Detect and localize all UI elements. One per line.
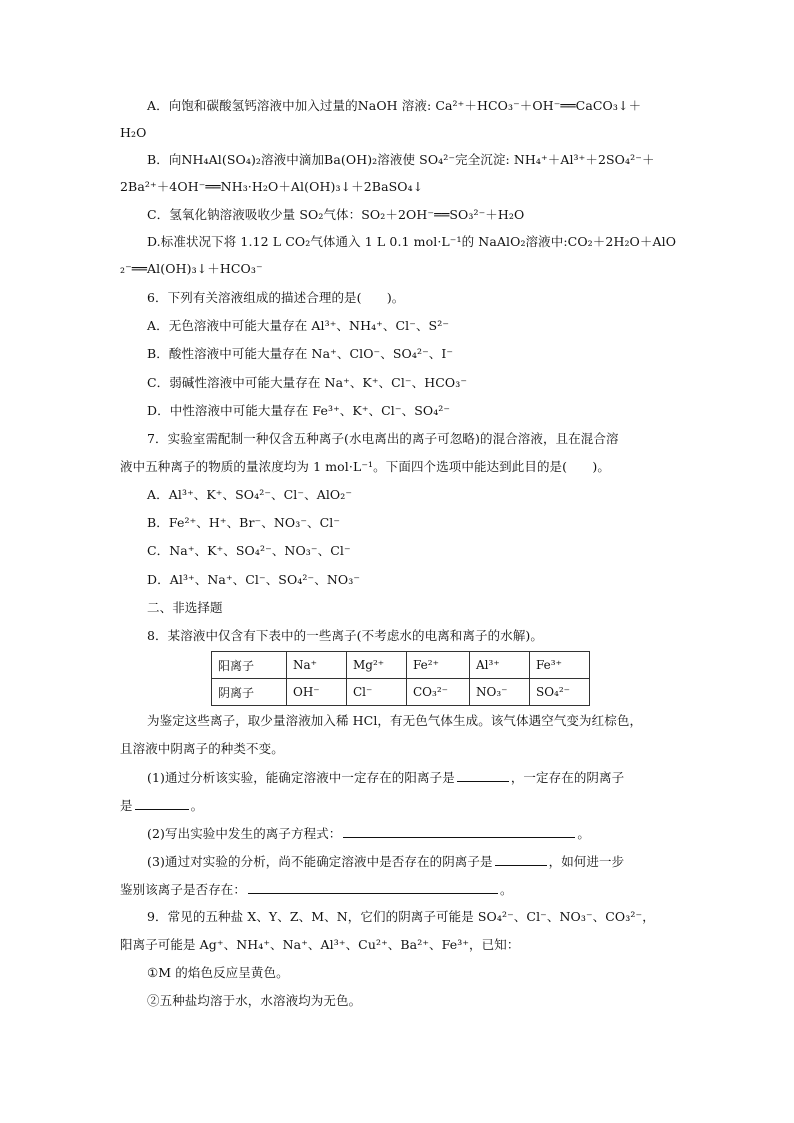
q5-option-d-line2: ₂⁻══Al(OH)₃↓＋HCO₃⁻	[120, 261, 263, 276]
q6-option-a: A．无色溶液中可能大量存在 Al³⁺、NH₄⁺、Cl⁻、S²⁻	[147, 318, 450, 333]
cation-header: 阳离子	[212, 652, 287, 679]
q9-stem-line1: 9．常见的五种盐 X、Y、Z、M、N，它们的阴离子可能是 SO₄²⁻、Cl⁻、NO₃⁻、CO₃²⁻，	[147, 909, 655, 924]
anion-cell: SO₄²⁻	[530, 679, 590, 706]
cation-row	[212, 652, 590, 679]
q8-part1-text: 是	[120, 798, 133, 813]
q8-text-line1: 为鉴定这些离子，取少量溶液加入稀 HCl，有无色气体生成。该气体遇空气变为红棕色，	[147, 713, 643, 728]
anion-cell: Cl⁻	[347, 679, 407, 706]
q6-option-c: C．弱碱性溶液中可能大量存在 Na⁺、K⁺、Cl⁻、HCO₃⁻	[147, 375, 468, 390]
q5-option-b-line1: B．向NH₄Al(SO₄)₂溶液中滴加Ba(OH)₂溶液使 SO₄²⁻完全沉淀: NH₄⁺＋Al³⁺＋2SO₄²⁻＋	[147, 152, 655, 167]
q9-condition-2: ②五种盐均溶于水，水溶液均为无色。	[147, 993, 362, 1008]
q8-part2-text: 。	[577, 826, 591, 841]
q5-option-a-line2: H₂O	[120, 125, 147, 140]
q7-option-c: C．Na⁺、K⁺、SO₄²⁻、NO₃⁻、Cl⁻	[147, 543, 351, 558]
q8-part2	[147, 825, 590, 842]
q6-stem: 6．下列有关溶液组成的描述合理的是( )。	[147, 290, 405, 305]
q7-option-b: B．Fe²⁺、H⁺、Br⁻、NO₃⁻、Cl⁻	[147, 515, 341, 530]
q8-part3-text: 。	[500, 882, 513, 897]
anion-cell: NO₃⁻	[470, 679, 530, 706]
q8-part1-text: (1)通过分析该实验，能确定溶液中一定存在的阳离子是	[147, 770, 455, 785]
q5-option-a-line1: A．向饱和碳酸氢钙溶液中加入过量的NaOH 溶液: Ca²⁺＋HCO₃⁻＋OH⁻══CaCO₃↓＋	[147, 98, 642, 113]
q5-option-d-line1: D.标准状况下将 1.12 L CO₂气体通入 1 L 0.1 mol·L⁻¹的 NaAlO₂溶液中:CO₂＋2H₂O＋AlO	[147, 234, 677, 249]
q8-text-line2: 且溶液中阴离子的种类不变。	[120, 741, 284, 756]
answer-blank[interactable]	[457, 769, 509, 782]
answer-blank[interactable]	[495, 853, 547, 866]
cation-cell: Fe³⁺	[530, 652, 590, 679]
q6-option-b: B．酸性溶液中可能大量存在 Na⁺、ClO⁻、SO₄²⁻、I⁻	[147, 346, 454, 361]
q8-part1-text: ，一定存在的阴离子	[510, 770, 625, 785]
cation-cell: Na⁺	[287, 652, 347, 679]
anion-cell: OH⁻	[287, 679, 347, 706]
q8-part3-text: (3)通过对实验的分析，尚不能确定溶液中是否存在的阴离子是	[147, 854, 493, 869]
q8-part3-text: ，如何进一步	[548, 854, 625, 869]
q8-part3-line2	[120, 881, 513, 898]
q8-stem: 8．某溶液中仅含有下表中的一些离子(不考虑水的电离和离子的水解)。	[147, 628, 544, 643]
answer-blank[interactable]	[248, 881, 498, 894]
q8-part1-text: 。	[190, 798, 204, 813]
section-heading: 二、非选择题	[147, 600, 223, 615]
cation-cell: Fe²⁺	[407, 652, 470, 679]
q8-part1-line1	[147, 769, 624, 786]
q8-part2-text: (2)写出实验中发生的离子方程式：	[147, 826, 342, 841]
cation-cell: Al³⁺	[470, 652, 530, 679]
cation-cell: Mg²⁺	[347, 652, 407, 679]
q8-part3-text: 鉴别该离子是否存在：	[120, 882, 247, 897]
q9-stem-line2: 阳离子可能是 Ag⁺、NH₄⁺、Na⁺、Al³⁺、Cu²⁺、Ba²⁺、Fe³⁺，已知：	[120, 937, 520, 952]
q7-stem-line1: 7．实验室需配制一种仅含五种离子(水电离出的离子可忽略)的混合溶液，且在混合溶	[147, 431, 619, 446]
q5-option-c: C．氢氧化钠溶液吸收少量 SO₂气体：SO₂＋2OH⁻══SO₃²⁻＋H₂O	[147, 207, 525, 222]
q9-condition-1: ①M 的焰色反应呈黄色。	[147, 965, 289, 980]
answer-blank[interactable]	[135, 797, 189, 810]
anion-cell: CO₃²⁻	[407, 679, 470, 706]
q5-option-b-line2: 2Ba²⁺＋4OH⁻══NH₃·H₂O＋Al(OH)₃↓＋2BaSO₄↓	[120, 179, 424, 194]
q6-option-d: D．中性溶液中可能大量存在 Fe³⁺、K⁺、Cl⁻、SO₄²⁻	[147, 403, 451, 418]
answer-blank[interactable]	[343, 825, 575, 838]
ion-table	[211, 651, 590, 706]
q8-part1-line2	[120, 797, 203, 814]
anion-header: 阴离子	[212, 679, 287, 706]
q7-option-d: D．Al³⁺、Na⁺、Cl⁻、SO₄²⁻、NO₃⁻	[147, 572, 361, 587]
q7-option-a: A．Al³⁺、K⁺、SO₄²⁻、Cl⁻、AlO₂⁻	[147, 487, 353, 502]
anion-row	[212, 679, 590, 706]
q8-part3-line1	[147, 853, 624, 870]
q7-stem-line2: 液中五种离子的物质的量浓度均为 1 mol·L⁻¹。下面四个选项中能达到此目的是( )。	[120, 459, 610, 474]
